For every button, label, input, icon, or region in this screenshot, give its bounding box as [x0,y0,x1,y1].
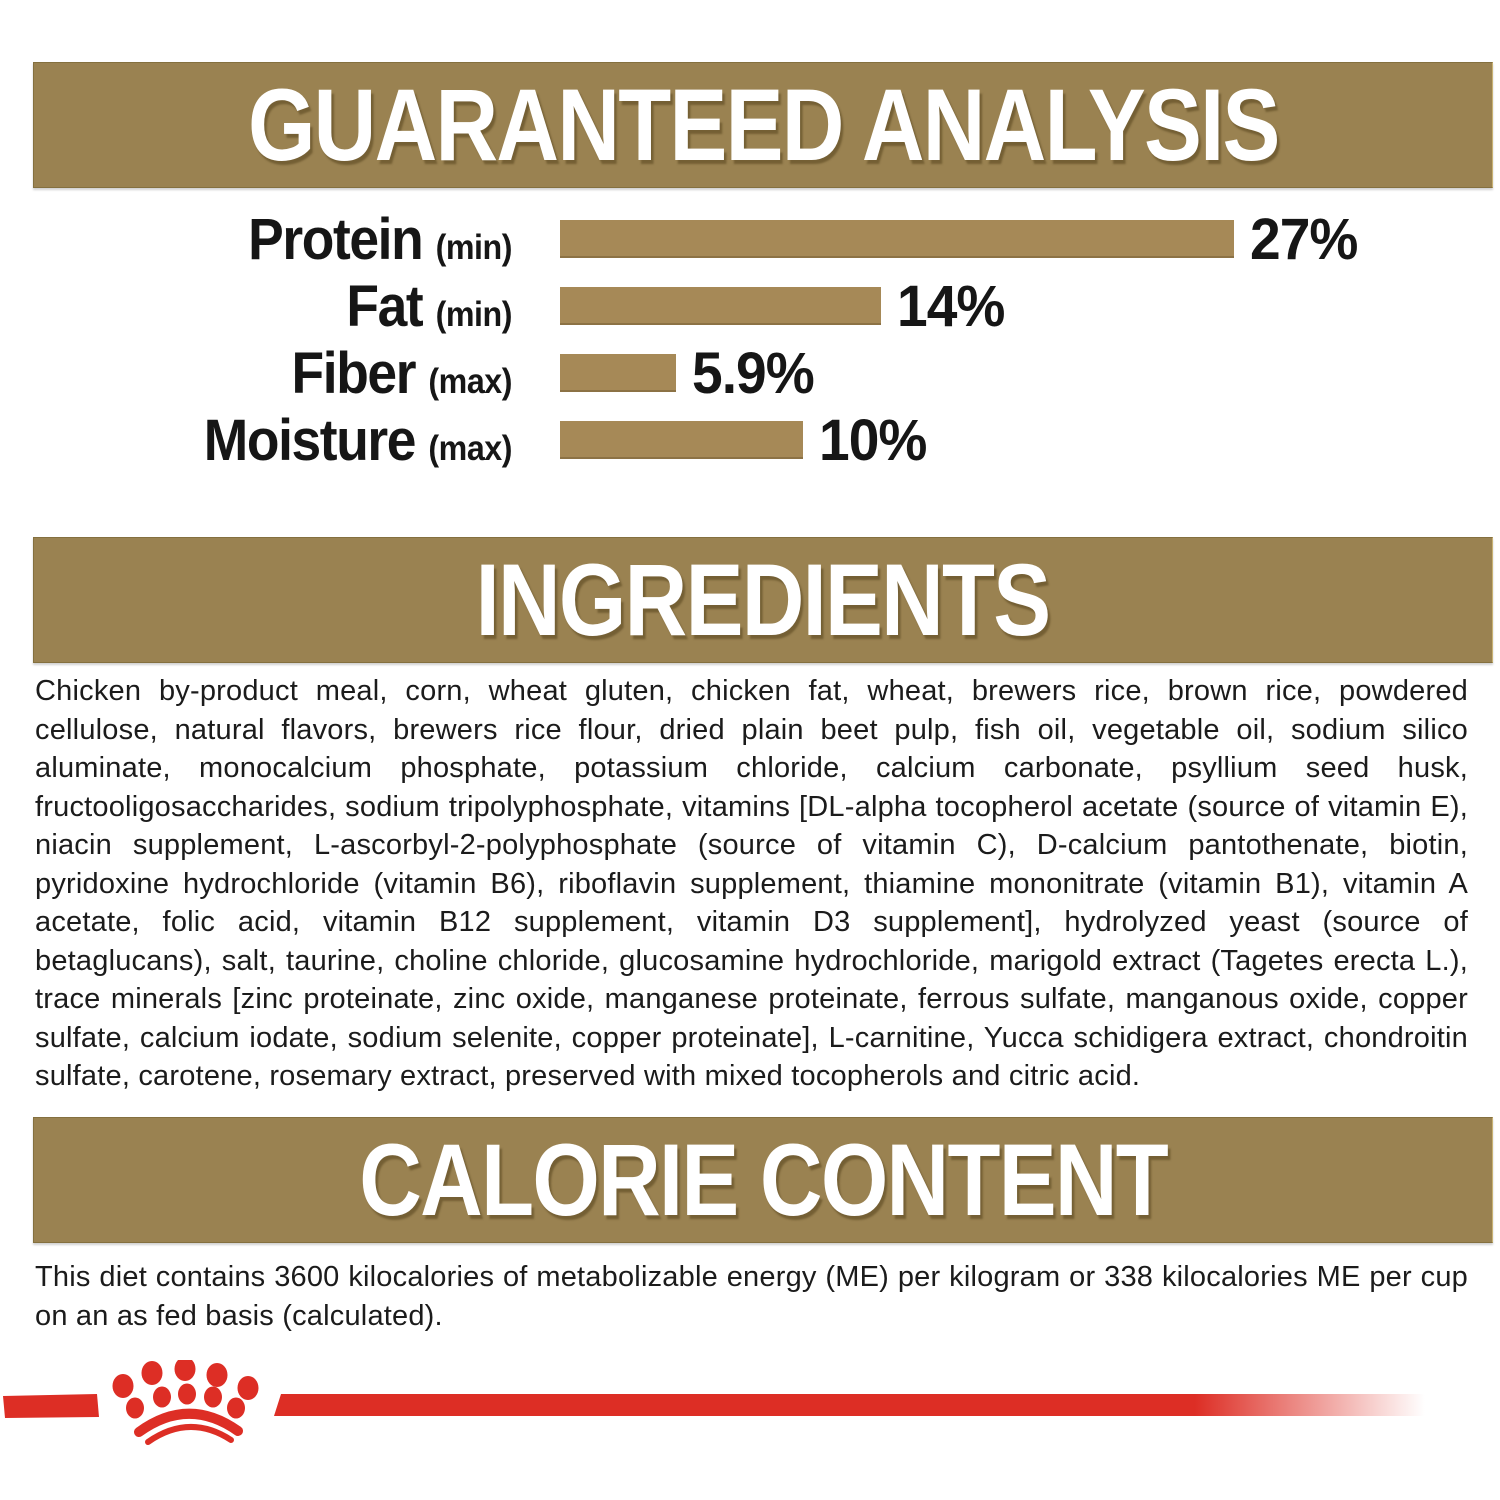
chart-row-fiber [0,342,1500,404]
chart-label-protein [41,206,512,273]
brand-stripe-right [274,1394,1425,1416]
crown-pad [204,1387,222,1408]
calorie-content-banner [33,1117,1493,1243]
nutrient-name: Moisture [203,407,416,473]
nutrient-qualifier: (min) [435,227,512,267]
nutrient-qualifier: (max) [428,361,512,401]
chart-value-fat: 14% [897,273,1005,339]
crown-pad [153,1387,171,1408]
chart-row-fat [0,275,1500,337]
crown-arc-inner [148,1427,231,1442]
crown-pad [178,1384,196,1405]
ingredients-title: INGREDIENTS [476,542,1050,657]
crown-pad [142,1361,163,1385]
nutrient-qualifier: (max) [428,428,512,468]
chart-label-fiber [41,340,512,407]
ingredients-paragraph: Chicken by-product meal, corn, wheat gluten, chicken fat, wheat, brewers rice, brown rice, powdered cellulose, natural flavors, brewers rice flour, dried plain beet pulp, fish oil, vegetable oil, sodium silico aluminate, monocalcium phosphate, potassium chloride, calcium carbonate, psyllium seed husk, fructooligosaccharides, sodium tripolyphosphate, vitamins [DL-alpha tocopherol acetate (source of vitamin E), niacin supplement, L-ascorbyl-2-polyphosphate (source of vitamin C), D-calcium pantothenate, biotin, pyridoxine hydrochloride (vitamin B6), riboflavin supplement, thiamine mononitrate (vitamin B1), vitamin A acetate, folic acid, vitamin B12 supplement, vitamin D3 supplement], hydrolyzed yeast (source of betaglucans), salt, taurine, choline chloride, glucosamine hydrochloride, marigold extract (Tagetes erecta L.), trace minerals [zinc proteinate, zinc oxide, manganese proteinate, ferrous sulfate, manganous oxide, copper sulfate, calcium iodate, sodium selenite, copper proteinate], L-carnitine, Yucca schidigera extract, chondroitin sulfate, carotene, rosemary extract, preserved with mixed tocopherols and citric acid. [35,675,1468,1092]
chart-label-fat [41,273,512,340]
brand-stripe-left [3,1394,99,1418]
crown-pad [227,1398,245,1419]
chart-bar-protein [560,220,1234,258]
ingredients-banner [33,537,1493,663]
crown-pad [238,1376,259,1400]
chart-value-moisture: 10% [819,407,927,473]
chart-bar-fiber [560,354,676,392]
crown-pad [126,1398,144,1419]
chart-row-protein [0,208,1500,270]
calorie-content-paragraph: This diet contains 3600 kilocalories of metabolizable energy (ME) per kilogram or 338 kilocalories ME per cup on an as fed basis (calculated). [35,1261,1468,1332]
nutrient-name: Protein [248,206,423,272]
crown-pad [175,1360,196,1381]
footer-brand-art [0,1360,1500,1455]
crown-pad [207,1363,228,1387]
guaranteed-analysis-chart [0,0,1500,500]
chart-row-moisture [0,409,1500,471]
nutrient-name: Fat [346,273,423,339]
royal-canin-crown-logo [113,1360,259,1442]
nutrient-qualifier: (min) [435,294,512,334]
chart-bar-moisture [560,421,803,459]
guaranteed-analysis-title: GUARANTEED ANALYSIS [247,67,1279,182]
nutrient-name: Fiber [291,340,416,406]
chart-value-fiber: 5.9% [692,340,814,406]
chart-value-protein: 27% [1250,206,1358,272]
calorie-content-title: CALORIE CONTENT [359,1122,1167,1237]
crown-pad [113,1374,134,1398]
chart-label-moisture [41,407,512,474]
chart-bar-fat [560,287,881,325]
